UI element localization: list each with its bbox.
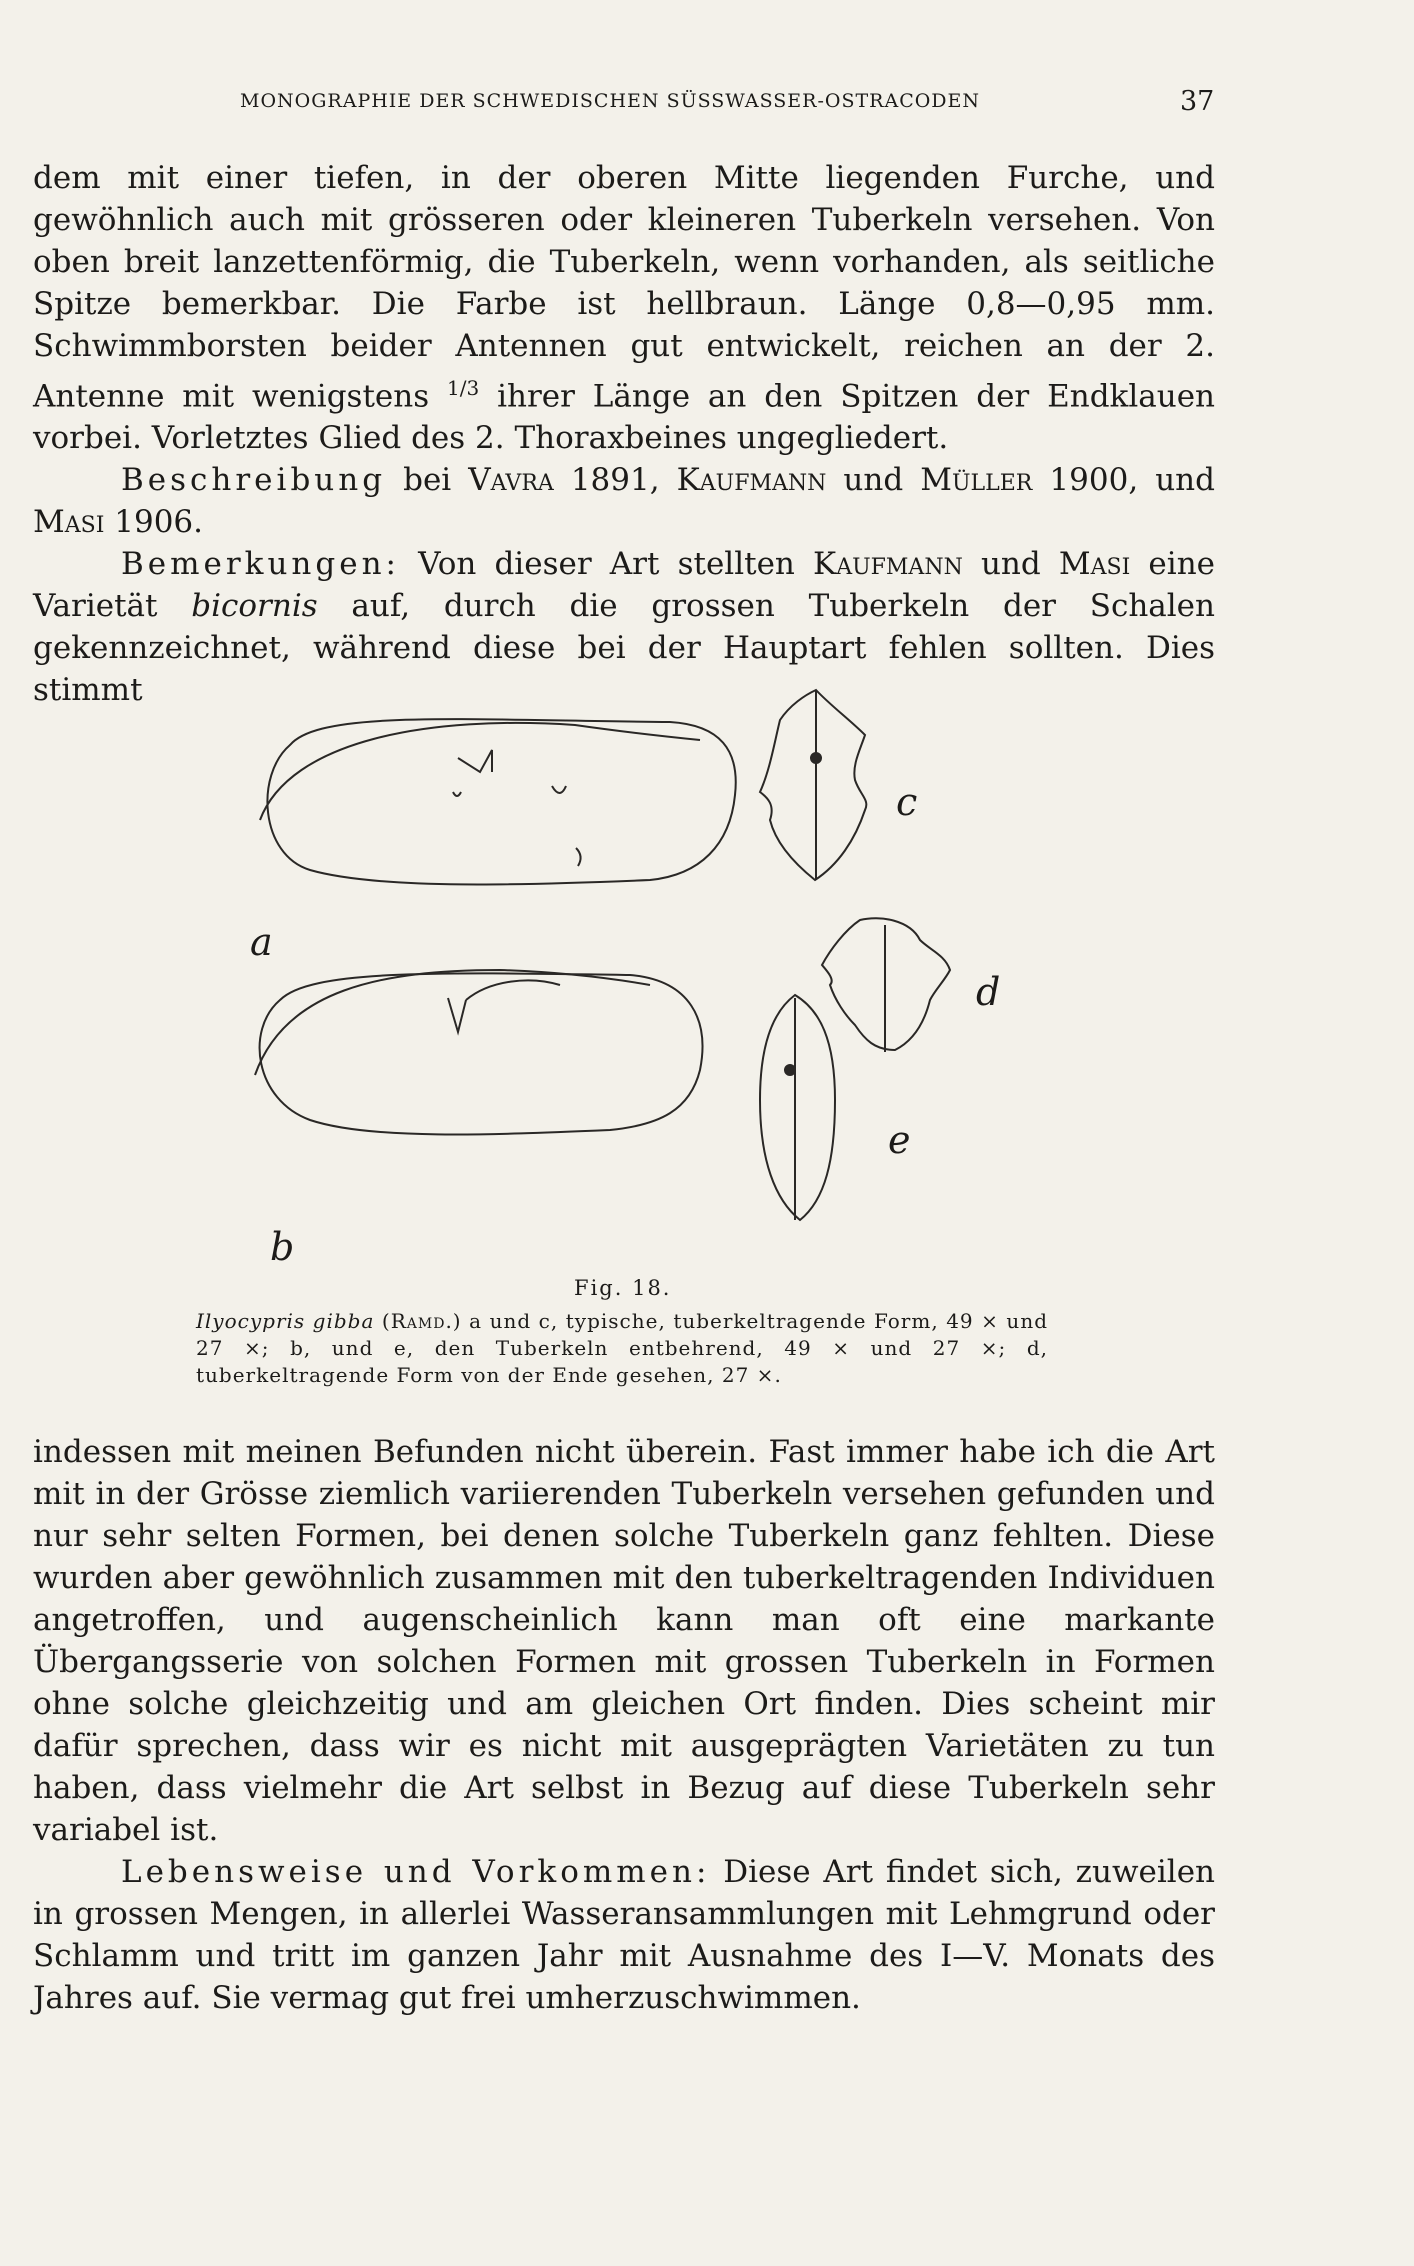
shell-a-tubercle-3 (576, 848, 581, 866)
shell-a-tubercle-2 (552, 786, 566, 793)
label-b: b (270, 1225, 295, 1269)
paragraph-lebensweise: Lebensweise und Vorkommen: Diese Art findet sich, zuweilen in grossen Mengen, in allerlei Wasseransammlungen mit Lehmgrund oder Schlamm und tritt im ganzen Jahr mit Ausnahme des I—V. Monats des Jahres auf. Sie vermag gut frei umherzuschwimmen. (33, 1854, 1216, 2016)
label-a: a (250, 920, 273, 964)
figure-caption: Ilyocypris gibba (Ramd.) a und c, typische, tuberkeltragende Form, 49 × und 27 ×; b, und e, den Tuberkeln entbehrend, 49 × und 27 ×; d, tuberkeltragende Form von der Ende gesehen, 27 ×. (196, 1309, 1048, 1387)
paragraph-beschreibung: Beschreibung bei Vavra 1891, Kaufmann und Müller 1900, und Masi 1906. (33, 462, 1215, 541)
fraction: 1/3 (447, 376, 480, 400)
paragraph-description: dem mit einer tiefen, in der oberen Mitte liegenden Furche, und gewöhnlich auch mit grösseren oder kleineren Tuberkeln versehen. Von oben breit lanzettenförmig, die Tuberkeln, wenn vorhanden, als seitliche Spitze bemerkbar. Die Farbe ist hellbraun. Länge 0,8—0,95 mm. Schwimmborsten beider Antennen gut entwickelt, reichen an der 2. Antenne mit wenigstens $^{1/3}$ ihrer Länge an den Spitzen der Endklauen vorbei. Vorletztes Glied des 2. Thoraxbeines ungegliedert. (33, 160, 1216, 457)
figure-title: Fig. 18. (574, 1276, 672, 1300)
figure-drawing (230, 680, 1090, 1280)
body-text-top (33, 157, 1215, 711)
page-number: 37 (1180, 86, 1215, 117)
shell-e-spot (785, 1065, 795, 1075)
label-d: d (976, 970, 1001, 1014)
shell-c-spot (811, 753, 821, 763)
shell-a-tubercle-1 (453, 792, 461, 796)
shell-b-furrow (448, 980, 560, 1032)
paragraph-bemerkungen: Bemerkungen: Von dieser Art stellten Kaufmann und Masi eine Varietät bicornis auf, durch die grossen Tuberkeln der Schalen gekennzeichnet, während diese bei der Hauptart fehlen sollten. Dies stimmt (33, 546, 1216, 709)
body-text-bottom (33, 1431, 1215, 2019)
running-title: MONOGRAPHIE DER SCHWEDISCHEN SÜSSWASSER-OSTRACODEN (240, 90, 981, 112)
figure-18 (230, 680, 1090, 1280)
label-e: e (888, 1118, 911, 1162)
shell-b-dorsal (255, 970, 650, 1075)
label-c: c (896, 780, 918, 824)
paragraph-continuation: indessen mit meinen Befunden nicht überein. Fast immer habe ich die Art mit in der Grösse ziemlich variierenden Tuberkeln versehen gefunden und nur sehr selten Formen, bei denen solche Tuberkeln ganz fehlten. Diese wurden aber gewöhnlich zusammen mit den tuberkeltragenden Individuen angetroffen, und augenscheinlich kann man oft eine markante Übergangsserie von solchen Formen mit grossen Tuberkeln in Formen ohne solche gleichzeitig und am gleichen Ort finden. Dies scheint mir dafür sprechen, dass wir es nicht mit ausgeprägten Varietäten zu tun haben, dass vielmehr die Art selbst in Bezug auf diese Tuberkeln sehr variabel ist. (33, 1434, 1215, 1848)
shell-c-outline (760, 690, 866, 880)
shell-a-furrow (458, 750, 492, 772)
shell-a-outline (267, 719, 735, 884)
page-header (0, 82, 1414, 122)
shell-e-outline (760, 995, 835, 1220)
